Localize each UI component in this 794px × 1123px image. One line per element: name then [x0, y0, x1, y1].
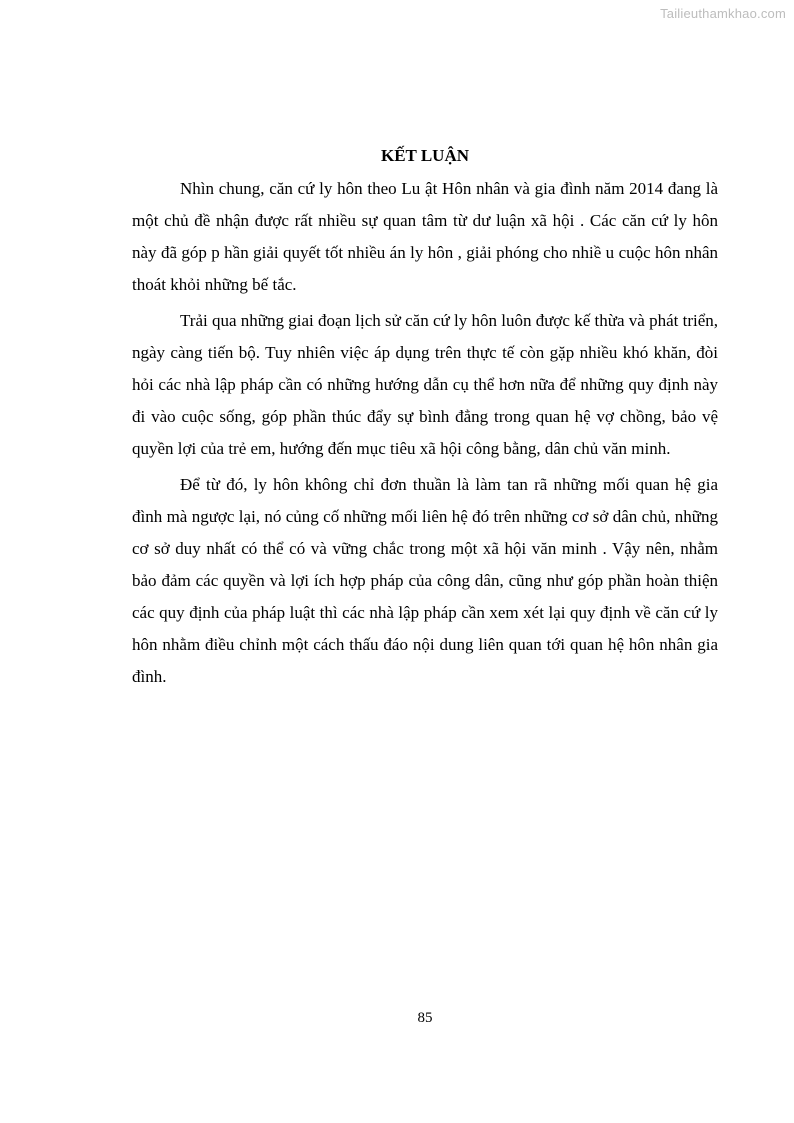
document-body: [132, 142, 718, 697]
page-number: 85: [417, 1010, 433, 1026]
watermark: Tailieuthamkhao.com: [660, 6, 786, 21]
paragraph-3: Để từ đó, ly hôn không chỉ đơn thuần là làm tan rã những mối quan hệ gia đình mà ngược lại, nó củng cố những mối liên hệ đó trên những cơ sở dân chủ, những cơ sở duy nhất có thể có và vững chắc trong một xã hội văn minh . Vậy nên, nhằm bảo đảm các quyền và lợi ích hợp pháp của công dân, cũng như góp phần hoàn thiện các quy định của pháp luật thì các nhà lập pháp cần xem xét lại quy định về căn cứ ly hôn nhằm điều chỉnh một cách thấu đáo nội dung liên quan tới quan hệ hôn nhân gia đình.: [132, 475, 718, 686]
paragraph-1: Nhìn chung, căn cứ ly hôn theo Lu ật Hôn nhân và gia đình năm 2014 đang là một chủ đề nhận được rất nhiều sự quan tâm từ dư luận xã hội . Các căn cứ ly hôn này đã góp p hần giải quyết tốt nhiều án ly hôn , giải phóng cho nhiề u cuộc hôn nhân thoát khỏi những bế tắc.: [132, 179, 718, 294]
paragraph-2: Trải qua những giai đoạn lịch sử căn cứ ly hôn luôn được kế thừa và phát triển, ngày càng tiến bộ. Tuy nhiên việc áp dụng trên thực tế còn gặp nhiều khó khăn, đòi hỏi các nhà lập pháp cần có những hướng dẫn cụ thể hơn nữa để những quy định này đi vào cuộc sống, góp phần thúc đẩy sự bình đẳng trong quan hệ vợ chồng, bảo vệ quyền lợi của trẻ em, hướng đến mục tiêu xã hội công bằng, dân chủ văn minh.: [132, 311, 718, 458]
page-title: KẾT LUẬN: [380, 146, 469, 165]
